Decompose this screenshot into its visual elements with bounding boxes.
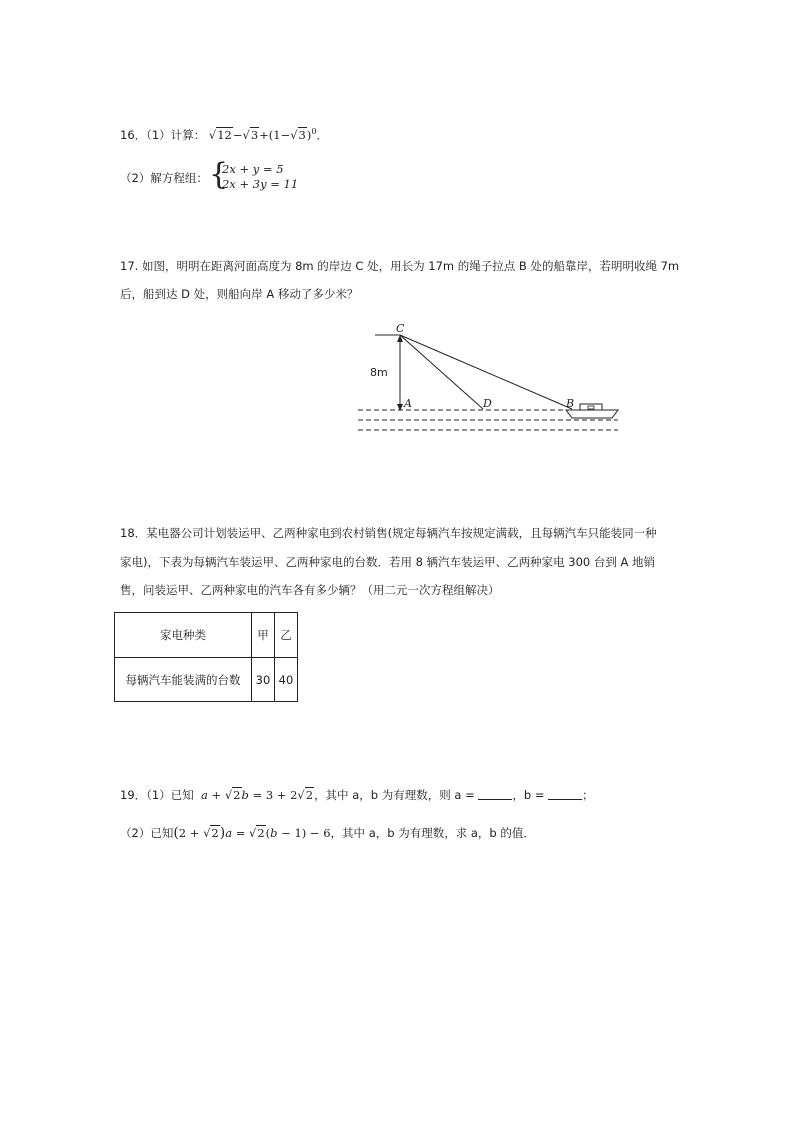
appliance-table [114, 612, 298, 702]
equation-1: 2x + y = 5 [222, 162, 284, 176]
table-header-cell: 甲 [252, 613, 275, 658]
river-figure [350, 318, 630, 438]
label-A: A [404, 397, 412, 410]
boat-hull [566, 410, 618, 418]
label-height: 8m [370, 366, 388, 379]
boat-window [588, 406, 594, 409]
question-16-part1-label: （1）计算： [146, 128, 206, 142]
rope-CD [400, 335, 483, 409]
question-19-part2 [120, 825, 535, 841]
equation-2: 2x + 3y = 11 [222, 177, 299, 191]
question-17-line1: 17. 如图，明明在距离河面高度为 8m 的岸边 C 处，用长为 17m 的绳子拉点 B 处的船靠岸，若明明收绳 7m [120, 259, 680, 273]
table-header-cell: 乙 [275, 613, 298, 658]
table-row [115, 658, 298, 702]
question-19-number: 19． [120, 788, 147, 802]
question-16-part1 [120, 127, 328, 143]
question-16-part1-tail: ． [316, 128, 328, 142]
answer-blank-b[interactable] [548, 789, 582, 800]
question-17-line2: 后，船到达 D 处，则船向岸 A 移动了多少米？ [120, 287, 359, 301]
question-19-part1-end: ； [582, 788, 594, 802]
label-D: D [483, 397, 492, 410]
table-cell: 40 [275, 658, 298, 702]
equation-brace: { [209, 157, 229, 192]
question-19-part1-mid: ，其中 a，b 为有理数，则 a = [314, 788, 475, 802]
table-header-cell: 家电种类 [115, 613, 252, 658]
answer-blank-a[interactable] [478, 789, 512, 800]
question-18-line1: 18．某电器公司计划装运甲、乙两种家电到农村销售(规定每辆汽车按规定满载，且每辆汽车只能装同一种 [120, 526, 657, 540]
question-19-equation-1: a + √2b = 3 + 2√2 [197, 788, 314, 802]
table-cell: 30 [252, 658, 275, 702]
question-18-line2: 家电)，下表为每辆汽车装运甲、乙两种家电的台数．若用 8 辆汽车装运甲、乙两种家电 300 台到 A 地销 [120, 555, 656, 569]
table-header-row [115, 613, 298, 658]
label-C: C [396, 322, 405, 335]
question-19-part1-label: （1）已知 [146, 788, 194, 802]
question-16-number: 16． [120, 128, 147, 142]
table-cell: 每辆汽车能装满的台数 [115, 658, 252, 702]
question-16-expression: $√12-√3+(1-√3)^0$ [208, 127, 317, 142]
question-19-part1-b: ，b = [512, 788, 545, 802]
question-19-part2-tail: ，其中 a，b 为有理数，求 a，b 的值． [330, 826, 535, 840]
question-19-part1 [120, 787, 594, 803]
question-19-equation-2: (2 + √2)a = √2(b − 1) − 6 [173, 825, 331, 841]
question-18-line3: 售，问装运甲、乙两种家电的汽车各有多少辆？（用二元一次方程组解决） [120, 583, 500, 597]
question-16-part2-label: （2）解方程组： [120, 171, 208, 185]
label-B: B [566, 397, 575, 410]
question-19-part2-label: （2）已知 [120, 826, 174, 840]
